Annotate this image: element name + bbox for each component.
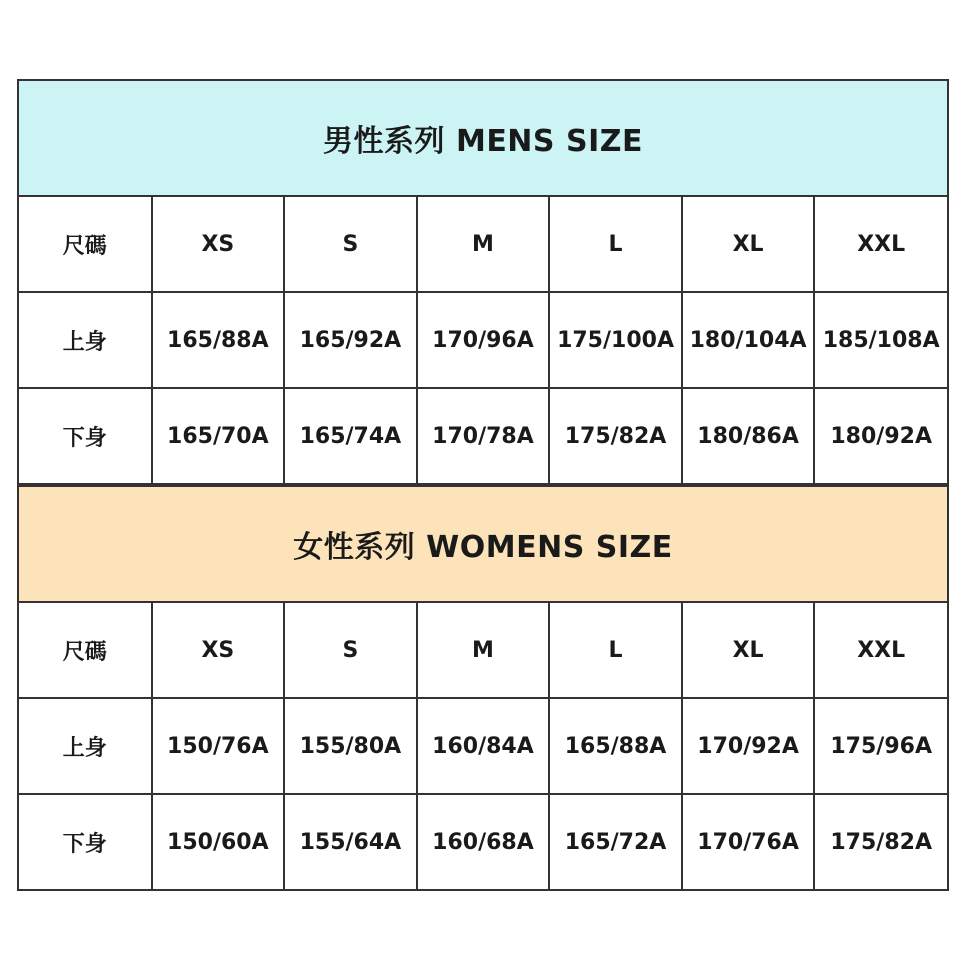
table-cell: 170/78A	[417, 388, 550, 483]
row-label-size: 尺碼	[19, 197, 152, 292]
table-cell: 175/100A	[549, 292, 682, 388]
table-cell: 180/86A	[682, 388, 815, 483]
table-cell: M	[417, 603, 550, 698]
table-cell: 165/88A	[549, 698, 682, 794]
womens-size-table	[19, 603, 947, 889]
table-cell: XXL	[814, 197, 947, 292]
table-cell: 165/92A	[284, 292, 417, 388]
mens-section-title: 男性系列 MENS SIZE	[19, 81, 947, 197]
table-row	[19, 388, 947, 483]
table-cell: 165/72A	[549, 794, 682, 889]
table-cell: S	[284, 603, 417, 698]
table-cell: M	[417, 197, 550, 292]
table-cell: 160/68A	[417, 794, 550, 889]
table-cell: XXL	[814, 603, 947, 698]
row-label-size: 尺碼	[19, 603, 152, 698]
table-cell: 170/96A	[417, 292, 550, 388]
row-label-bottom: 下身	[19, 794, 152, 889]
table-cell: 185/108A	[814, 292, 947, 388]
table-row	[19, 794, 947, 889]
table-cell: 175/82A	[549, 388, 682, 483]
row-label-bottom: 下身	[19, 388, 152, 483]
table-cell: 165/88A	[152, 292, 285, 388]
table-cell: 160/84A	[417, 698, 550, 794]
table-cell: L	[549, 197, 682, 292]
table-cell: 150/60A	[152, 794, 285, 889]
size-chart	[17, 79, 949, 891]
table-row	[19, 292, 947, 388]
mens-size-table	[19, 197, 947, 483]
row-label-top: 上身	[19, 292, 152, 388]
table-cell: XS	[152, 197, 285, 292]
table-cell: XL	[682, 197, 815, 292]
table-cell: 175/96A	[814, 698, 947, 794]
table-cell: 180/92A	[830, 423, 932, 449]
mens-section	[19, 81, 947, 483]
table-cell: 165/74A	[284, 388, 417, 483]
table-cell: 155/80A	[284, 698, 417, 794]
table-cell: XL	[682, 603, 815, 698]
womens-section	[19, 483, 947, 889]
table-row	[19, 698, 947, 794]
table-cell: 155/64A	[284, 794, 417, 889]
table-cell: XS	[152, 603, 285, 698]
row-label-top: 上身	[19, 698, 152, 794]
table-cell: 170/92A	[682, 698, 815, 794]
table-cell: 165/70A	[152, 388, 285, 483]
table-cell: 150/76A	[152, 698, 285, 794]
table-cell: 180/104A	[682, 292, 815, 388]
table-cell: 175/82A	[830, 829, 932, 855]
table-row	[19, 603, 947, 698]
table-cell: S	[284, 197, 417, 292]
table-cell: 170/76A	[682, 794, 815, 889]
womens-section-title: 女性系列 WOMENS SIZE	[19, 487, 947, 603]
table-cell: L	[549, 603, 682, 698]
table-row	[19, 197, 947, 292]
